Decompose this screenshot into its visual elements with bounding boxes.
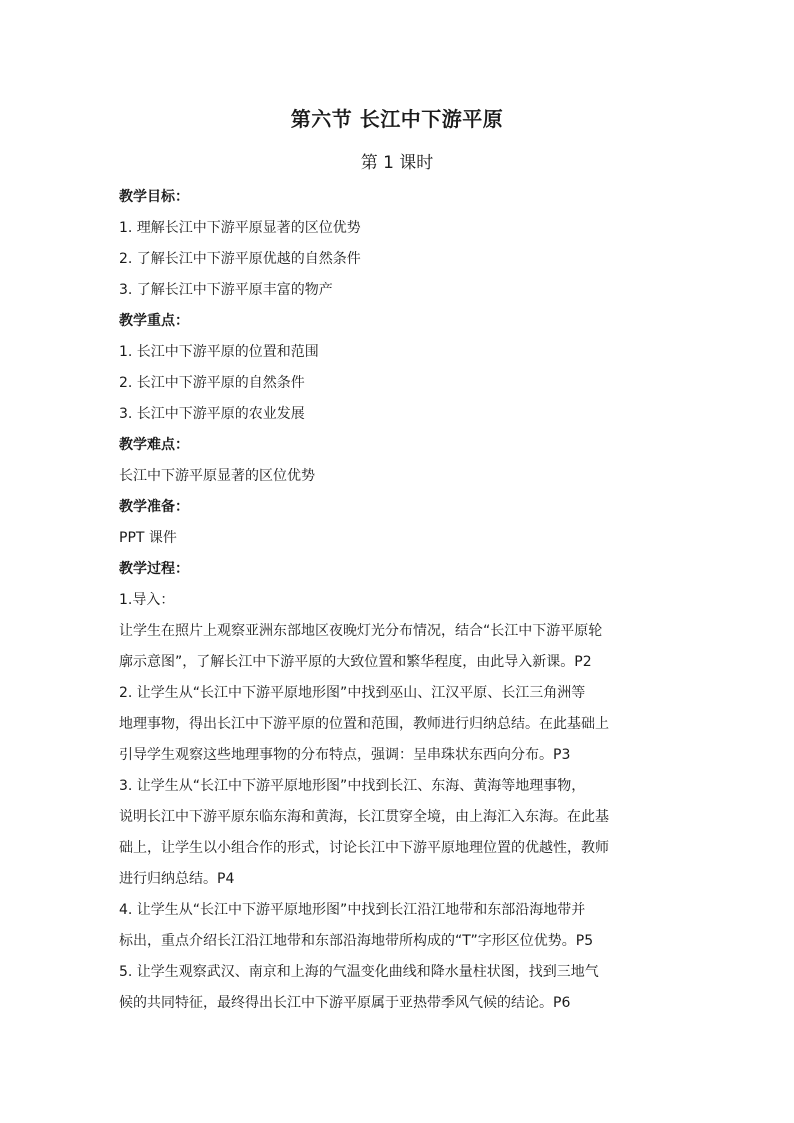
process-line: 说明长江中下游平原东临东海和黄海，长江贯穿全境，由上海汇入东海。在此基 [119,809,609,825]
process-line: 2. 让学生从“长江中下游平原地形图”中找到巫山、江汉平原、长江三角洲等 [119,685,586,701]
process-intro-label: 1.导入： [119,592,175,608]
objective-item: 1. 理解长江中下游平原显著的区位优势 [119,220,361,236]
process-line: 标出，重点介绍长江沿江地带和东部沿海地带所构成的“T”字形区位优势。P5 [119,933,594,949]
document-body [119,182,679,1019]
difficulties-heading: 教学难点： [119,437,189,453]
key-point-item: 1. 长江中下游平原的位置和范围 [119,344,319,360]
process-line: 让学生在照片上观察亚洲东部地区夜晚灯光分布情况，结合“长江中下游平原轮 [119,623,603,639]
process-line: 候的共同特征，最终得出长江中下游平原属于亚热带季风气候的结论。P6 [119,995,571,1011]
process-line: 5. 让学生观察武汉、南京和上海的气温变化曲线和降水量柱状图，找到三地气 [119,964,599,980]
process-line: 3. 让学生从“长江中下游平原地形图”中找到长江、东海、黄海等地理事物， [119,778,586,794]
objective-item: 3. 了解长江中下游平原丰富的物产 [119,282,333,298]
process-heading: 教学过程： [119,561,189,577]
key-point-item: 3. 长江中下游平原的农业发展 [119,406,305,422]
preparation-text: PPT 课件 [119,530,177,546]
page-title: 第六节 长江中下游平原 [290,107,504,131]
objectives-heading: 教学目标： [119,189,189,205]
key-point-item: 2. 长江中下游平原的自然条件 [119,375,305,391]
process-line: 础上，让学生以小组合作的形式，讨论长江中下游平原地理位置的优越性，教师 [119,840,609,856]
page-subtitle: 第 1 课时 [360,153,434,173]
key-points-heading: 教学重点： [119,313,189,329]
objective-item: 2. 了解长江中下游平原优越的自然条件 [119,251,361,267]
preparation-heading: 教学准备： [119,499,189,515]
process-line: 进行归纳总结。P4 [119,871,235,887]
process-line: 廓示意图”，了解长江中下游平原的大致位置和繁华程度，由此导入新课。P2 [119,654,592,670]
process-line: 地理事物，得出长江中下游平原的位置和范围，教师进行归纳总结。在此基础上 [119,716,609,732]
difficulties-text: 长江中下游平原显著的区位优势 [119,468,315,484]
process-line: 4. 让学生从“长江中下游平原地形图”中找到长江沿江地带和东部沿海地带并 [119,902,586,918]
process-line: 引导学生观察这些地理事物的分布特点，强调：呈串珠状东西向分布。P3 [119,747,571,763]
